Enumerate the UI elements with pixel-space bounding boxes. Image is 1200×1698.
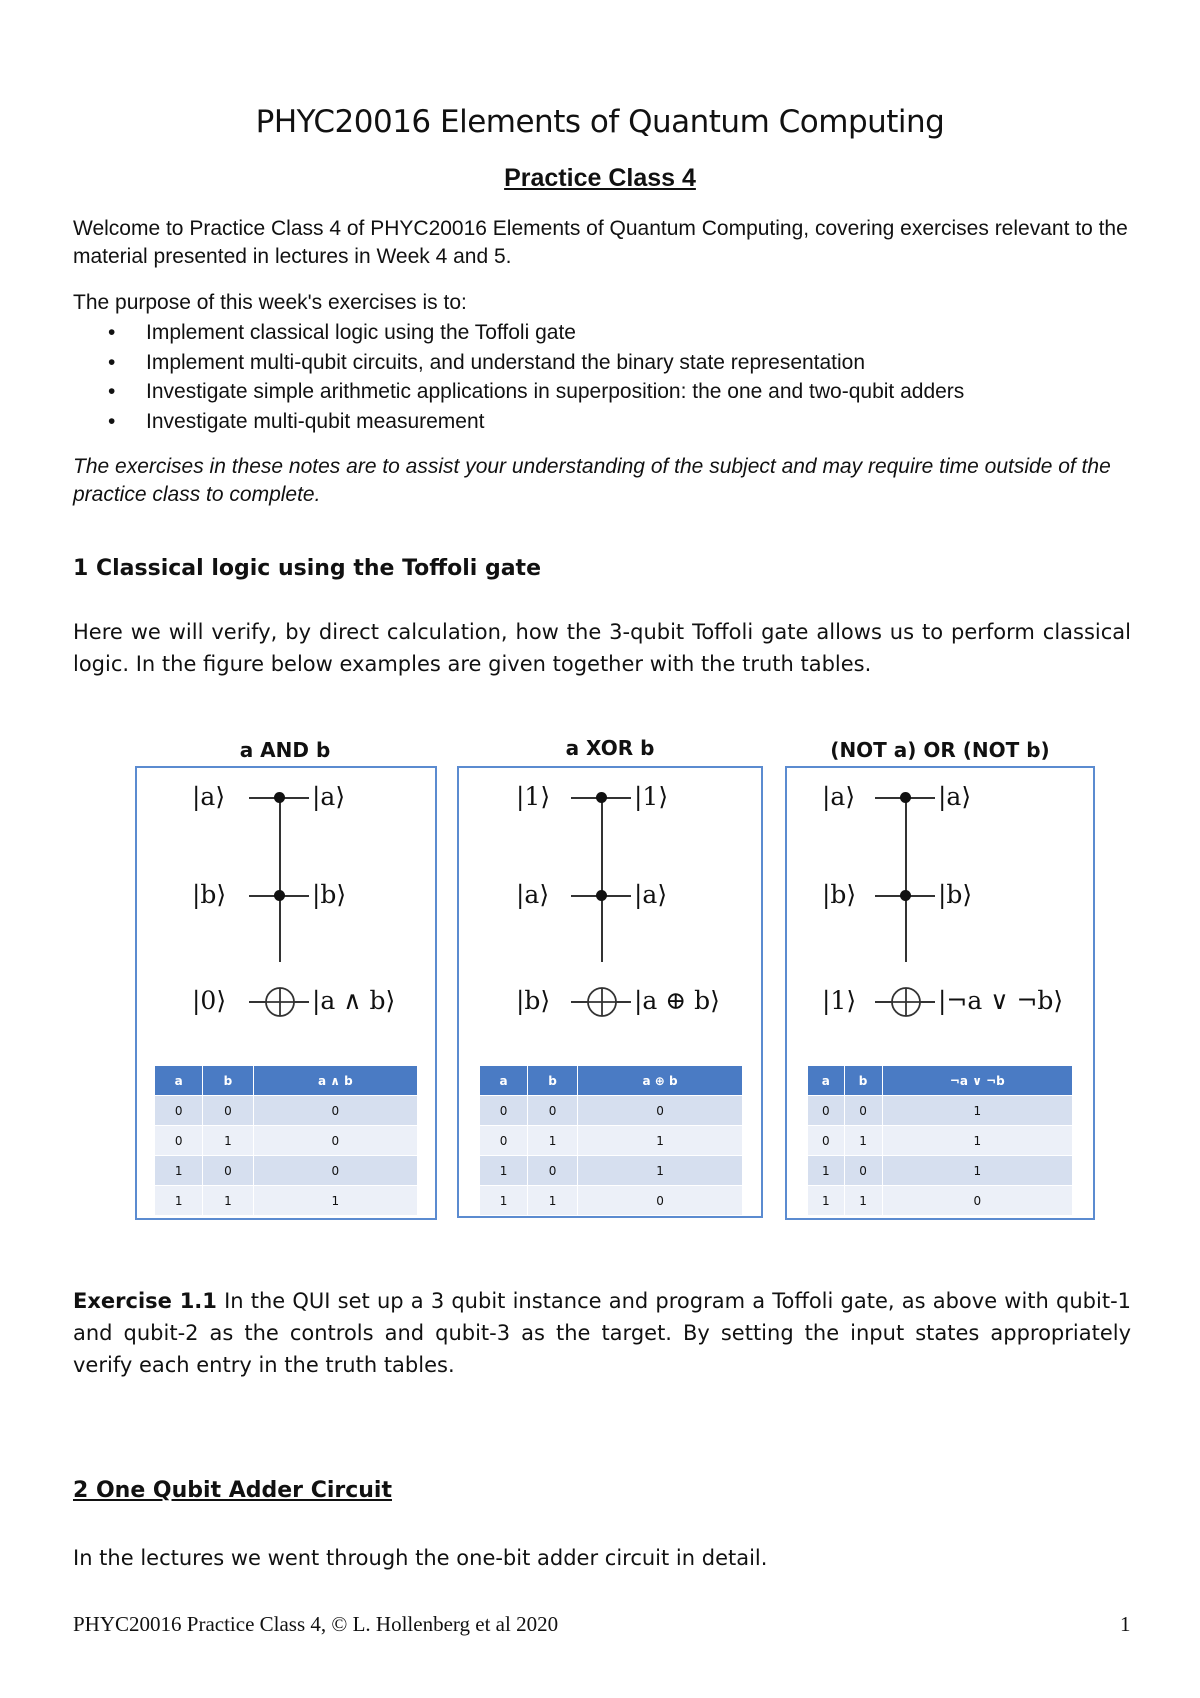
- table-cell: 0: [528, 1156, 578, 1186]
- table-cell: 1: [203, 1186, 253, 1216]
- output-ket: |a ⊕ b⟩: [634, 986, 720, 1015]
- table-cell: 1: [528, 1186, 578, 1216]
- table-cell: 0: [578, 1096, 743, 1126]
- table-cell: 0: [808, 1126, 845, 1156]
- output-ket: |1⟩: [634, 782, 669, 811]
- target-xor-icon: [586, 986, 618, 1018]
- column-header: a: [480, 1066, 528, 1096]
- table-cell: 1: [578, 1126, 743, 1156]
- welcome-paragraph: Welcome to Practice Class 4 of PHYC20016 Elements of Quantum Computing, covering exercises relevant to the material presented in lectures in Week 4 and 5.: [73, 217, 1128, 268]
- table-row: [480, 1096, 743, 1126]
- circuit-panel-and: [135, 766, 437, 1220]
- output-ket: |b⟩: [312, 880, 347, 909]
- purpose-lead: The purpose of this week's exercises is to:: [73, 291, 467, 314]
- control-line: [601, 798, 603, 962]
- purpose-item: • Implement classical logic using the Toffoli gate: [108, 318, 1138, 348]
- control-dot: [900, 890, 911, 901]
- table-cell: 0: [253, 1156, 417, 1186]
- page-footer: PHYC20016 Practice Class 4, © L. Hollenberg et al 2020: [73, 1612, 559, 1636]
- page-title: PHYC20016 Elements of Quantum Computing: [255, 104, 945, 140]
- table-row: [808, 1096, 1073, 1126]
- table-header-row: [155, 1066, 418, 1096]
- section-1-heading: 1 Classical logic using the Toffoli gate: [73, 556, 541, 581]
- column-header: a: [808, 1066, 845, 1096]
- page-number: 1: [1120, 1612, 1131, 1636]
- note-paragraph: The exercises in these notes are to assist your understanding of the subject and may require time outside of the practice class to complete.: [73, 455, 1111, 506]
- table-cell: 1: [882, 1096, 1072, 1126]
- table-cell: 1: [528, 1126, 578, 1156]
- table-cell: 1: [203, 1126, 253, 1156]
- page-subtitle: Practice Class 4: [504, 164, 696, 192]
- output-ket: |¬a ∨ ¬b⟩: [938, 986, 1064, 1015]
- purpose-list: [108, 318, 1138, 436]
- table-cell: 0: [480, 1096, 528, 1126]
- table-row: [480, 1156, 743, 1186]
- input-ket: |1⟩: [516, 782, 551, 811]
- table-cell: 1: [844, 1126, 882, 1156]
- table-row: [480, 1186, 743, 1216]
- table-cell: 0: [480, 1126, 528, 1156]
- table-cell: 1: [480, 1186, 528, 1216]
- table-row: [808, 1126, 1073, 1156]
- input-ket: |1⟩: [822, 986, 857, 1015]
- table-cell: 0: [882, 1186, 1072, 1216]
- table-row: [808, 1186, 1073, 1216]
- output-ket: |a⟩: [938, 782, 972, 811]
- column-header: a ∧ b: [253, 1066, 417, 1096]
- table-cell: 0: [253, 1096, 417, 1126]
- table-row: [480, 1126, 743, 1156]
- input-ket: |0⟩: [192, 986, 227, 1015]
- input-ket: |a⟩: [516, 880, 550, 909]
- control-dot: [900, 792, 911, 803]
- truth-table-and: [154, 1065, 418, 1216]
- panel-title-xor: a XOR b: [565, 736, 655, 760]
- section-1-body: Here we will verify, by direct calculation, how the 3-qubit Toffoli gate allows us to perform classical logic. In the figure below examples are given together with the truth tables.: [73, 620, 1131, 676]
- table-cell: 1: [882, 1156, 1072, 1186]
- table-cell: 0: [203, 1156, 253, 1186]
- table-row: [155, 1096, 418, 1126]
- table-cell: 0: [528, 1096, 578, 1126]
- output-ket: |b⟩: [938, 880, 973, 909]
- table-cell: 1: [578, 1156, 743, 1186]
- input-ket: |a⟩: [822, 782, 856, 811]
- section-2-body: In the lectures we went through the one-bit adder circuit in detail.: [73, 1546, 768, 1570]
- truth-table-xor: [479, 1065, 743, 1216]
- table-cell: 0: [578, 1186, 743, 1216]
- exercise-1-paragraph: [73, 1285, 1131, 1381]
- column-header: b: [203, 1066, 253, 1096]
- control-dot: [274, 890, 285, 901]
- table-cell: 0: [155, 1126, 203, 1156]
- output-ket: |a⟩: [634, 880, 668, 909]
- table-header-row: [808, 1066, 1073, 1096]
- circuit-panel-nand: [785, 766, 1095, 1220]
- purpose-item: • Implement multi-qubit circuits, and understand the binary state representation: [108, 348, 1138, 378]
- table-row: [808, 1156, 1073, 1186]
- control-line: [279, 798, 281, 962]
- input-ket: |b⟩: [822, 880, 857, 909]
- column-header: b: [844, 1066, 882, 1096]
- target-xor-icon: [264, 986, 296, 1018]
- output-ket: |a⟩: [312, 782, 346, 811]
- column-header: a: [155, 1066, 203, 1096]
- control-dot: [274, 792, 285, 803]
- exercise-text: In the QUI set up a 3 qubit instance and program a Toffoli gate, as above with qubit-1 and qubit-2 as the controls and qubit-3 as the target. By setting the input states appropriately verify each entry in the truth tables.: [73, 1289, 1132, 1377]
- table-cell: 1: [155, 1186, 203, 1216]
- truth-table-nand: [807, 1065, 1073, 1216]
- input-ket: |b⟩: [192, 880, 227, 909]
- panel-title-nand: (NOT a) OR (NOT b): [830, 738, 1050, 762]
- purpose-item: • Investigate multi-qubit measurement: [108, 407, 1138, 437]
- control-dot: [596, 890, 607, 901]
- table-cell: 0: [203, 1096, 253, 1126]
- target-xor-icon: [890, 986, 922, 1018]
- table-header-row: [480, 1066, 743, 1096]
- table-cell: 1: [808, 1186, 845, 1216]
- column-header: a ⊕ b: [578, 1066, 743, 1096]
- table-cell: 1: [882, 1126, 1072, 1156]
- table-cell: 1: [808, 1156, 845, 1186]
- section-2-heading: 2 One Qubit Adder Circuit: [73, 1478, 392, 1503]
- control-line: [905, 798, 907, 962]
- purpose-item: • Investigate simple arithmetic applications in superposition: the one and two-qubit adders: [108, 377, 1138, 407]
- table-row: [155, 1186, 418, 1216]
- table-cell: 0: [253, 1126, 417, 1156]
- input-ket: |a⟩: [192, 782, 226, 811]
- circuit-panel-xor: [457, 766, 763, 1218]
- table-cell: 0: [844, 1156, 882, 1186]
- table-row: [155, 1126, 418, 1156]
- column-header: b: [528, 1066, 578, 1096]
- table-cell: 1: [253, 1186, 417, 1216]
- table-cell: 1: [155, 1156, 203, 1186]
- exercise-label: Exercise 1.1: [73, 1289, 217, 1313]
- panel-title-and: a AND b: [239, 738, 331, 762]
- table-cell: 0: [155, 1096, 203, 1126]
- column-header: ¬a ∨ ¬b: [882, 1066, 1072, 1096]
- table-cell: 1: [480, 1156, 528, 1186]
- table-cell: 1: [844, 1186, 882, 1216]
- input-ket: |b⟩: [516, 986, 551, 1015]
- output-ket: |a ∧ b⟩: [312, 986, 396, 1015]
- table-cell: 0: [844, 1096, 882, 1126]
- control-dot: [596, 792, 607, 803]
- table-cell: 0: [808, 1096, 845, 1126]
- table-row: [155, 1156, 418, 1186]
